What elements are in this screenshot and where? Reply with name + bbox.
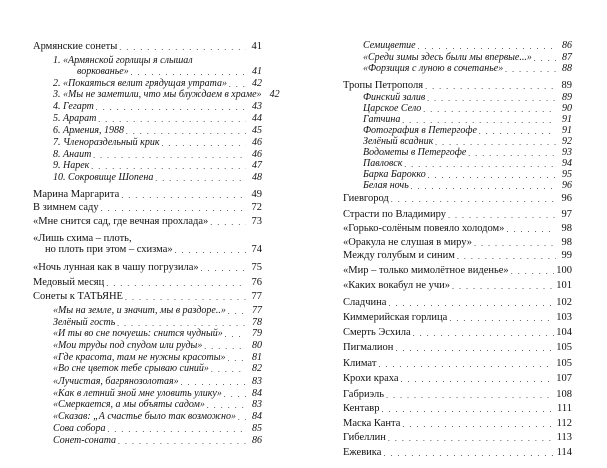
toc-entry-title: Киммерийская горлица	[343, 311, 448, 323]
toc-entry-title: 1. «Армянской горлицы я слышал	[53, 55, 193, 66]
toc-page-number: 48	[252, 172, 262, 183]
toc-entry	[343, 80, 572, 92]
toc-entry	[343, 389, 572, 401]
toc-leader-dots	[474, 239, 556, 249]
toc-entry-title: Страсти по Владимиру	[343, 208, 446, 220]
toc-entry	[343, 342, 572, 354]
toc-entry-title: Гатчина	[363, 113, 401, 125]
toc-leader-dots	[96, 103, 246, 113]
toc-leader-dots	[155, 174, 246, 184]
toc-entry	[343, 223, 572, 235]
toc-entry	[53, 376, 262, 388]
toc-entry-title: 8. Анаит	[53, 149, 92, 160]
toc-entry-title: Семицветие	[363, 40, 416, 51]
toc-entry	[33, 189, 262, 201]
toc-entry	[53, 305, 262, 317]
toc-entry-title: воркованье»	[77, 66, 129, 77]
toc-entry	[343, 265, 572, 277]
toc-entry-title: Сова собора	[53, 423, 106, 434]
toc-entry-title: «Сказав: „А счастье было так возможно»	[53, 411, 236, 422]
toc-leader-dots	[162, 139, 246, 149]
toc-entry-title: 9. Нарек	[53, 160, 90, 171]
toc-entry-title: «Среди зимы здесь были мы впервые...»	[363, 51, 532, 63]
toc-entry	[53, 137, 262, 149]
toc-leader-dots	[181, 378, 246, 388]
toc-entry	[343, 250, 572, 262]
toc-page-number: 45	[252, 125, 262, 136]
toc-page-number: 97	[561, 208, 572, 220]
toc-page-number: 108	[556, 388, 572, 400]
toc-page-number: 74	[251, 244, 262, 255]
toc-page-number: 89	[561, 80, 572, 92]
toc-page-number: 95	[562, 168, 572, 180]
toc-page-number: 89	[562, 92, 572, 104]
toc-leader-dots	[448, 211, 556, 221]
toc-leader-dots	[106, 279, 246, 289]
toc-entry	[343, 280, 572, 292]
toc-entry	[33, 41, 262, 53]
toc-page-number: 114	[556, 447, 572, 458]
toc-entry-title: Гибеллин	[343, 432, 386, 444]
toc-leader-dots	[413, 329, 555, 339]
toc-page-number: 81	[252, 352, 262, 363]
toc-page-number: 85	[252, 423, 262, 434]
toc-entry-title: Габриэль	[343, 388, 385, 400]
toc-page-number: 75	[251, 262, 262, 273]
toc-entry-title: Водометы в Петергофе	[363, 146, 467, 158]
toc-entry	[343, 327, 572, 339]
toc-entry-title: «Оракула не слушая в миру»	[343, 237, 472, 249]
toc-entry	[363, 180, 572, 192]
toc-entry-title: Ежевика	[343, 447, 382, 458]
toc-entry-title: «Мне снится сад, где вечная прохлада»	[33, 216, 209, 227]
toc-entry	[343, 403, 572, 415]
toc-leader-dots	[457, 252, 556, 262]
toc-entry	[33, 202, 262, 214]
toc-leader-dots	[131, 68, 246, 78]
toc-entry-title: 10. Сокровище Шопена	[53, 172, 154, 183]
toc-entry-title: Кентавр	[343, 403, 380, 415]
toc-entry-title: Сонеты к ТАТЬЯНЕ	[33, 291, 123, 302]
toc-page-number: 42	[252, 78, 262, 89]
toc-entry	[33, 216, 262, 228]
toc-entry-title: «Смеркается, а мы объяты садом»	[53, 399, 205, 410]
toc-page-number: 88	[562, 62, 572, 74]
toc-entry-title: Гиевгород	[343, 193, 389, 205]
toc-leader-dots	[381, 405, 555, 415]
toc-page-number: 94	[562, 157, 572, 169]
toc-entry	[343, 373, 572, 385]
toc-entry	[53, 411, 262, 423]
toc-page-number: 90	[562, 102, 572, 114]
toc-entry-title: Белая ночь	[363, 179, 409, 191]
toc-entry	[363, 63, 572, 75]
toc-page-number: 44	[252, 113, 262, 124]
toc-entry	[53, 125, 262, 137]
toc-page-number: 107	[556, 373, 572, 385]
toc-entry-title: «Во сне цветок тебе срываю синий»	[53, 363, 209, 374]
toc-entry	[53, 399, 262, 411]
toc-leader-dots	[91, 162, 246, 172]
toc-leader-dots	[378, 360, 554, 370]
toc-leader-dots	[383, 449, 554, 459]
toc-leader-dots	[175, 246, 246, 256]
toc-entry-title: Сладчина	[343, 297, 387, 309]
toc-entry	[343, 297, 572, 309]
toc-entry-title: Армянские сонеты	[33, 41, 118, 52]
toc-entry-title: 2. «Покаяться велит грядущая утрата»	[53, 78, 228, 89]
toc-page-number: 84	[252, 411, 262, 422]
toc-page-number: 72	[251, 202, 262, 213]
toc-page-number: 112	[556, 417, 572, 429]
toc-entry	[343, 432, 572, 444]
toc-leader-dots	[391, 195, 556, 205]
toc-entry	[53, 89, 280, 101]
toc-page-number: 41	[252, 66, 262, 77]
toc-entry-title: «Лишь схима – плоть,	[33, 233, 132, 244]
toc-entry-title: Пигмалион	[343, 342, 394, 354]
toc-leader-dots	[511, 267, 555, 277]
toc-page-number: 91	[562, 124, 572, 136]
toc-page-number: 47	[252, 160, 262, 171]
toc-entry-title: «Мир – только мимолётное виденье»	[343, 265, 509, 277]
toc-leader-dots	[201, 264, 246, 274]
toc-page-number: 49	[251, 189, 262, 200]
toc-entry-title: 5. Арарат	[53, 113, 97, 124]
toc-entry-title: Марина Маргарита	[33, 189, 120, 200]
toc-leader-dots	[228, 307, 246, 317]
toc-page-number: 80	[252, 340, 262, 351]
toc-entry	[53, 328, 262, 340]
toc-page-number: 105	[556, 357, 572, 369]
toc-leader-dots	[238, 413, 246, 423]
toc-leader-dots	[210, 218, 246, 228]
toc-leader-dots	[98, 115, 246, 125]
toc-entry	[343, 193, 572, 205]
toc-entry-title: Финский залив	[363, 92, 426, 104]
toc-leader-dots	[506, 225, 556, 235]
toc-leader-dots	[452, 282, 554, 292]
toc-leader-dots	[126, 127, 246, 137]
toc-leader-dots	[107, 425, 246, 435]
toc-page-number: 111	[557, 403, 572, 415]
toc-entry	[33, 277, 262, 289]
toc-entry-title: Крохи краха	[343, 373, 399, 385]
toc-page-number: 82	[252, 363, 262, 374]
toc-entry	[33, 291, 262, 303]
toc-leader-dots	[401, 375, 555, 385]
toc-page-number: 77	[251, 291, 262, 302]
toc-page-number: 86	[562, 40, 572, 51]
toc-page-number: 93	[562, 146, 572, 158]
toc-page-number: 79	[252, 328, 262, 339]
toc-entry-title: Маска Канта	[343, 417, 401, 429]
toc-leader-dots	[395, 344, 554, 354]
toc-entry-title: Царское Село	[363, 102, 422, 114]
toc-entry-title: Медовый месяц	[33, 277, 105, 288]
toc-page-number: 100	[556, 265, 572, 277]
toc-page-number: 83	[252, 376, 262, 387]
toc-entry	[77, 66, 262, 78]
toc-page-number: 105	[556, 342, 572, 354]
toc-entry-title: «И ты во сне почуешь: снится чудный»	[53, 328, 223, 339]
toc-page-number: 76	[251, 277, 262, 288]
toc-entry-title: Зелёный всадник	[363, 135, 434, 147]
toc-entry	[33, 262, 262, 274]
toc-entry-title: Павловск	[363, 157, 403, 169]
toc-entry-title: Фотография в Петергофе	[363, 124, 477, 136]
toc-page-number: 46	[252, 137, 262, 148]
toc-page-number: 84	[252, 388, 262, 399]
toc-leader-dots	[121, 191, 246, 201]
toc-leader-dots	[425, 82, 556, 92]
toc-entry-title: Между голубым и синим	[343, 249, 455, 261]
toc-entry-title: «Мои труды под спудом или руды»	[53, 340, 203, 351]
toc-entry-title: «Где красота, там не нужны красоты»	[53, 352, 226, 363]
toc-entry-title: 3. «Мы не заметили, что мы блуждаем в храме»	[53, 89, 262, 100]
toc-page-number: 87	[562, 51, 572, 63]
toc-entry	[343, 312, 572, 324]
toc-entry-title: «Ночь лунная как в чашу погрузила»	[33, 262, 199, 273]
toc-leader-dots	[402, 420, 554, 430]
toc-page-number: 98	[561, 223, 572, 235]
toc-page-number: 92	[562, 135, 572, 147]
toc-entry	[53, 160, 262, 172]
toc-leader-dots	[118, 437, 246, 447]
toc-entry-title: «Форзиция с луною в сочетанье»	[363, 62, 504, 74]
toc-entry	[53, 113, 262, 125]
toc-entry-title: Тропы Петрополя	[343, 80, 424, 92]
toc-page-number: 41	[251, 41, 262, 52]
toc-entry	[53, 423, 262, 435]
toc-leader-dots	[204, 342, 246, 352]
toc-leader-dots	[505, 65, 556, 75]
toc-leader-dots	[386, 391, 554, 401]
toc-page-number: 86	[252, 435, 262, 446]
toc-page-number: 96	[561, 193, 572, 205]
toc-entry-title: Барка Барокко	[363, 168, 426, 180]
toc-leader-dots	[388, 434, 555, 444]
toc-page-number: 102	[556, 297, 572, 309]
toc-leader-dots	[119, 43, 246, 53]
toc-entry	[343, 237, 572, 249]
toc-entry-title: 6. Армения, 1988	[53, 125, 125, 136]
toc-entry	[363, 40, 572, 52]
toc-entry	[53, 172, 262, 184]
toc-leader-dots	[101, 204, 246, 214]
toc-page-number: 83	[252, 399, 262, 410]
toc-leader-dots	[449, 314, 554, 324]
toc-entry-title: «Каких вокабул не учи»	[343, 280, 451, 291]
toc-page-number: 104	[556, 326, 572, 338]
toc-entry	[53, 435, 262, 447]
toc-entry	[343, 358, 572, 370]
toc-entry-title: «Мы на земле, и значит, мы в раздоре..»	[53, 305, 226, 316]
toc-page-number: 91	[562, 113, 572, 125]
toc-entry-title: «Как в летний зной мне уловить улику»	[53, 388, 222, 399]
toc-entry	[53, 340, 262, 352]
toc-entry-title: но плоть при этом – схизма»	[45, 244, 173, 255]
toc-entry	[343, 418, 572, 430]
toc-entry-title: «Горько-солёным повеяло холодом»	[343, 223, 505, 235]
toc-page-number: 42	[269, 89, 280, 100]
toc-entry-title: Климат	[343, 357, 377, 369]
toc-page-number: 103	[556, 311, 572, 323]
toc-page-number: 73	[251, 216, 262, 227]
toc-page-number: 113	[556, 432, 572, 444]
toc-leader-dots	[388, 299, 554, 309]
toc-page-number: 46	[252, 149, 262, 160]
toc-entry	[45, 244, 262, 256]
toc-page-number: 43	[252, 101, 262, 112]
toc-page-number: 96	[562, 179, 572, 191]
toc-entry-title: Сонет-соната	[53, 435, 117, 446]
toc-leader-dots	[225, 330, 246, 340]
toc-leader-dots	[211, 365, 246, 375]
toc-entry	[343, 447, 572, 459]
toc-entry-title: 7. Членораздельный крик	[53, 137, 160, 148]
toc-leader-dots	[125, 293, 246, 303]
toc-entry	[53, 101, 262, 113]
toc-entry	[53, 363, 262, 375]
toc-leader-dots	[207, 401, 246, 411]
toc-entry-title: 4. Гегарт	[53, 101, 94, 112]
toc-entry-title: Зелёный гость	[53, 317, 116, 328]
toc-entry-title: «Лучистая, багрянозолотая»	[53, 376, 179, 387]
toc-page-number: 77	[252, 305, 262, 316]
toc-page-number: 98	[561, 237, 572, 249]
toc-entry-title: Смерть Эсхила	[343, 326, 411, 338]
toc-entry-title: В зимнем саду	[33, 202, 99, 213]
toc-page-number: 99	[561, 249, 572, 261]
toc-entry	[343, 209, 572, 221]
toc-leader-dots	[418, 42, 556, 52]
toc-page-number: 101	[556, 280, 572, 291]
toc-leader-dots	[411, 182, 556, 192]
toc-page-number: 78	[252, 317, 262, 328]
